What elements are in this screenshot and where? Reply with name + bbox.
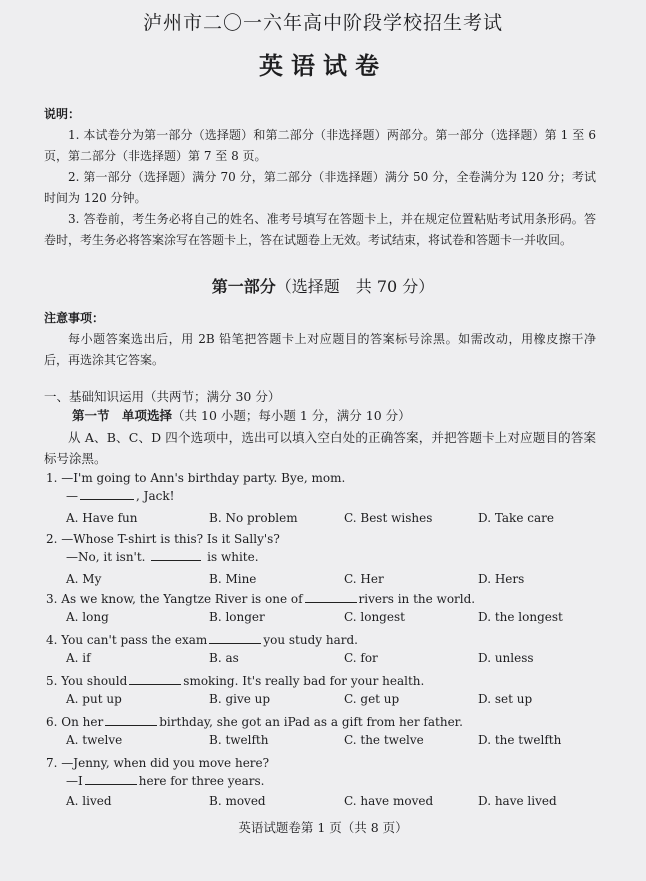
question-text: —: [66, 489, 78, 503]
option-c: C. the twelve: [344, 733, 424, 747]
instructions-label: 说明：: [44, 107, 81, 121]
option-d: D. have lived: [478, 794, 557, 808]
instruction-1: 1. 本试卷分为第一部分（选择题）和第二部分（非选择题）两部分。第一部分（选择题）第 1 至 6 页，第二部分（非选择题）第 7 至 8 页。: [44, 128, 596, 163]
option-d: D. set up: [478, 692, 533, 706]
question-text: You can't pass the exam: [61, 633, 208, 647]
answer-blank: [105, 713, 157, 726]
option-a: A. if: [66, 651, 91, 665]
notes: [44, 308, 596, 371]
section1-heading: 一、基础知识运用（共两节；满分 30 分）: [44, 389, 281, 404]
question-5: [46, 672, 606, 712]
part1-title-bold: 第一部分: [211, 277, 276, 296]
notes-label: 注意事项：: [44, 311, 105, 325]
option-a: A. My: [66, 572, 102, 586]
question-text: rivers in the world.: [358, 592, 476, 606]
section1-directions: [44, 427, 596, 469]
option-c: C. Best wishes: [344, 511, 433, 525]
option-d: D. the longest: [478, 610, 563, 624]
options-row: [66, 690, 606, 708]
section1-directions-text: 从 A、B、C、D 四个选项中，选出可以填入空白处的正确答案，并把答题卡上对应题目的答案标号涂黑。: [44, 430, 596, 466]
option-a: A. twelve: [66, 733, 123, 747]
answer-blank: [129, 672, 181, 685]
option-b: B. moved: [209, 794, 266, 808]
exam-title: 泸州市二〇一六年高中阶段学校招生考试: [142, 12, 503, 34]
question-text: —Whose T-shirt is this? Is it Sally's?: [61, 532, 280, 546]
options-row: [66, 792, 606, 810]
question-2: [46, 530, 606, 590]
answer-blank: [151, 548, 201, 561]
question-1: [46, 469, 606, 529]
option-d: D. Take care: [478, 511, 554, 525]
option-c: C. get up: [344, 692, 400, 706]
question-text: —I: [66, 774, 83, 788]
question-4: [46, 631, 606, 671]
option-b: B. give up: [209, 692, 271, 706]
option-d: D. the twelfth: [478, 733, 562, 747]
question-text: —No, it isn't.: [66, 550, 146, 564]
instruction-3: 3. 答卷前，考生务必将自己的姓名、准考号填写在答题卡上，并在规定位置粘贴考试用条形码。答卷时，考生务必将答案涂写在答题卡上，答在试题卷上无效。考试结束，将试卷和答题卡一并收回。: [44, 212, 596, 247]
question-text: —I'm going to Ann's birthday party. Bye, mom.: [61, 471, 346, 485]
question-number: 5.: [46, 674, 58, 688]
question-text: You should: [61, 674, 128, 688]
option-c: C. have moved: [344, 794, 434, 808]
option-b: B. twelfth: [209, 733, 269, 747]
question-text: —Jenny, when did you move here?: [61, 756, 270, 770]
section1-sub-bold: 第一节 单项选择: [72, 408, 173, 423]
option-d: D. unless: [478, 651, 534, 665]
part1-title: [0, 274, 646, 297]
section1-sub-rest: （共 10 小题；每小题 1 分，满分 10 分）: [172, 408, 411, 423]
question-number: 4.: [46, 633, 58, 647]
question-number: 7.: [46, 756, 58, 770]
option-a: A. lived: [66, 794, 112, 808]
question-text: you study hard.: [263, 633, 358, 647]
option-b: B. Mine: [209, 572, 257, 586]
options-row: [66, 509, 606, 527]
question-7: [46, 754, 606, 814]
answer-blank: [85, 772, 137, 785]
exam-subtitle: 英语试卷: [259, 51, 387, 80]
question-number: 3.: [46, 592, 58, 606]
option-c: C. longest: [344, 610, 405, 624]
option-c: C. Her: [344, 572, 384, 586]
question-text: , Jack!: [136, 489, 175, 503]
option-d: D. Hers: [478, 572, 525, 586]
answer-blank: [80, 487, 134, 500]
option-b: B. No problem: [209, 511, 298, 525]
question-3: [46, 590, 606, 630]
question-6: [46, 713, 606, 753]
question-number: 6.: [46, 715, 58, 729]
question-number: 2.: [46, 532, 58, 546]
answer-blank: [209, 631, 261, 644]
option-c: C. for: [344, 651, 378, 665]
option-a: A. Have fun: [66, 511, 138, 525]
question-text: As we know, the Yangtze River is one of: [61, 592, 303, 606]
page-footer: 英语试题卷第 1 页（共 8 页）: [238, 820, 408, 835]
options-row: [66, 570, 606, 588]
instructions: [44, 104, 596, 251]
part1-title-rest: （选择题 共 70 分）: [275, 277, 435, 296]
option-a: A. put up: [66, 692, 122, 706]
question-number: 1.: [46, 471, 58, 485]
question-text: here for three years.: [138, 774, 265, 788]
answer-blank: [305, 590, 357, 603]
question-text: smoking. It's really bad for your health.: [183, 674, 425, 688]
question-text: is white.: [207, 550, 259, 564]
options-row: [66, 608, 606, 626]
notes-text: 每小题答案选出后，用 2B 铅笔把答题卡上对应题目的答案标号涂黑。如需改动，用橡皮擦干净后，再选涂其它答案。: [44, 332, 596, 367]
question-text: birthday, she got an iPad as a gift from her father.: [159, 715, 463, 729]
option-b: B. longer: [209, 610, 265, 624]
option-a: A. long: [66, 610, 109, 624]
options-row: [66, 731, 606, 749]
section1-subheading: [72, 405, 632, 427]
option-b: B. as: [209, 651, 239, 665]
options-row: [66, 649, 606, 667]
question-text: On her: [61, 715, 104, 729]
instruction-2: 2. 第一部分（选择题）满分 70 分，第二部分（非选择题）满分 50 分，全卷满分为 120 分；考试时间为 120 分钟。: [44, 170, 596, 205]
